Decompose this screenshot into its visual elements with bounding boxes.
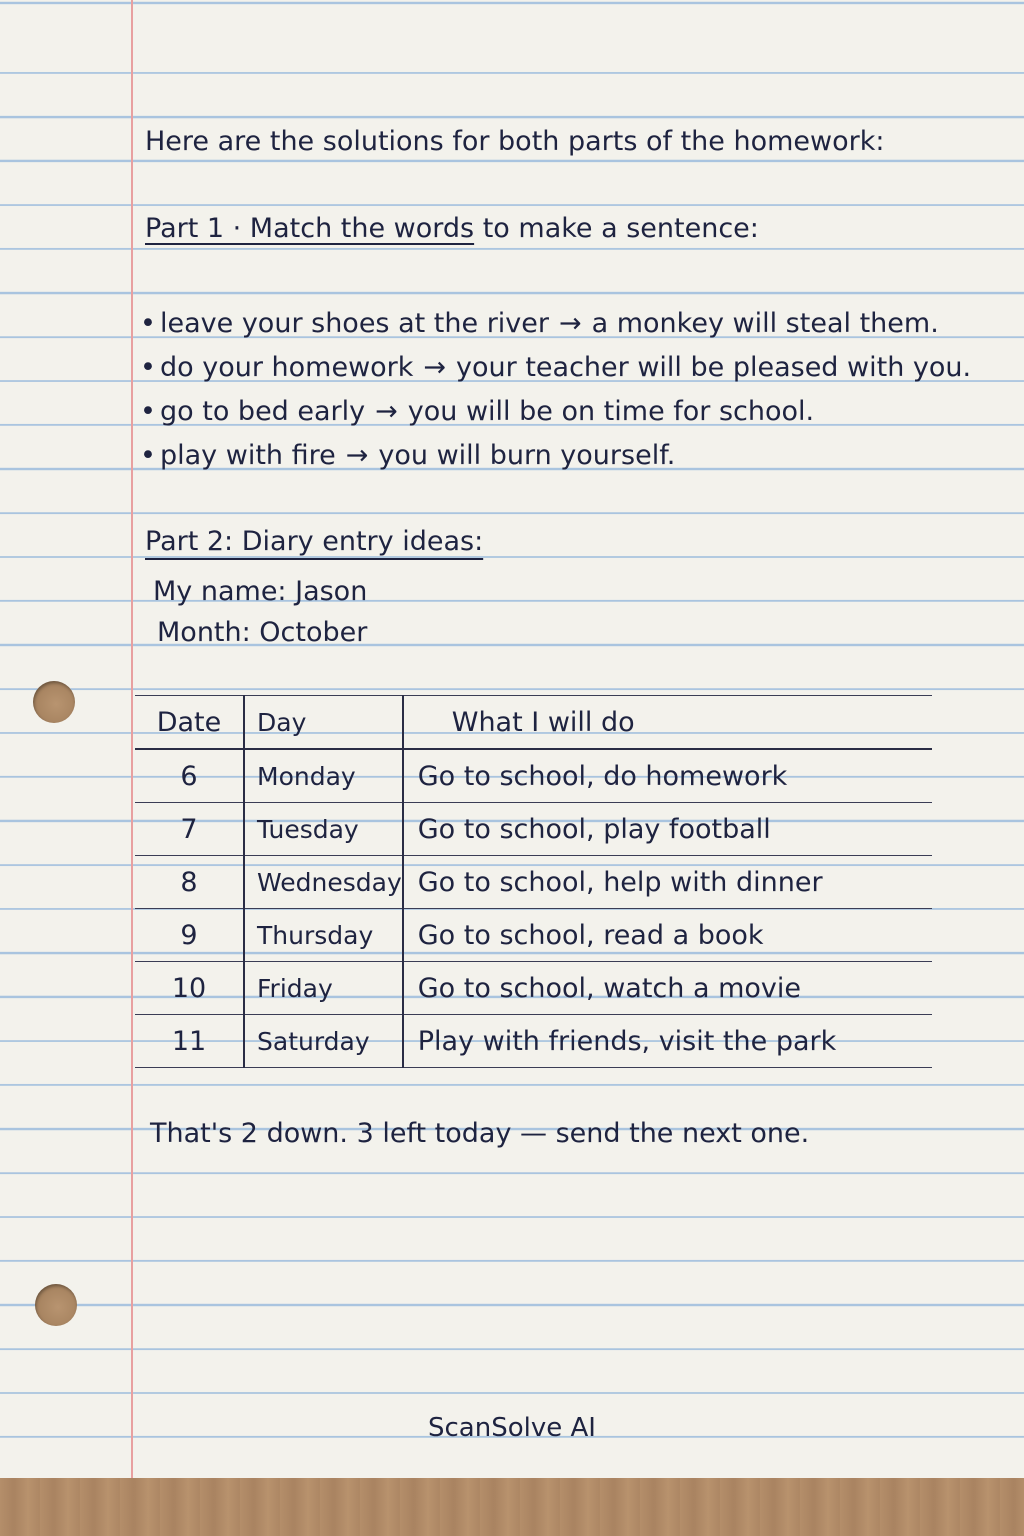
match-left: leave your shoes at the river <box>160 308 549 339</box>
arrow-icon: → <box>345 440 369 471</box>
cell-plan: Go to school, watch a movie <box>403 962 932 1015</box>
cell-date: 8 <box>135 856 244 909</box>
cell-plan: Go to school, play football <box>403 803 932 856</box>
match-left: go to bed early <box>160 396 366 427</box>
cell-day: Thursday <box>244 909 403 962</box>
cell-day: Tuesday <box>244 803 403 856</box>
intro-text: Here are the solutions for both parts of the homework: <box>145 126 885 157</box>
list-item <box>140 348 971 392</box>
table-row <box>135 856 932 909</box>
table-header-row <box>135 696 932 750</box>
cell-plan: Go to school, help with dinner <box>403 856 932 909</box>
bullet-icon: • <box>140 396 156 427</box>
bullet-icon: • <box>140 352 156 383</box>
part1-heading-label: Part 1 · Match the words <box>145 213 475 244</box>
watermark-text: ScanSolve AI <box>428 1413 596 1443</box>
cell-date: 11 <box>135 1015 244 1068</box>
match-list <box>140 304 971 480</box>
match-right: you will burn yourself. <box>378 440 676 471</box>
match-right: you will be on time for school. <box>407 396 815 427</box>
cell-date: 7 <box>135 803 244 856</box>
table-row <box>135 962 932 1015</box>
column-header-date: Date <box>135 696 244 750</box>
column-header-plan: What I will do <box>403 696 932 750</box>
cell-plan: Go to school, read a book <box>403 909 932 962</box>
cell-plan: Go to school, do homework <box>403 749 932 803</box>
bullet-icon: • <box>140 440 156 471</box>
arrow-icon: → <box>558 308 582 339</box>
part1-heading-rest: to make a sentence: <box>482 213 759 244</box>
diary-table <box>135 695 932 1068</box>
match-left: play with fire <box>160 440 336 471</box>
name-line: My name: Jason <box>153 576 368 607</box>
cell-date: 9 <box>135 909 244 962</box>
table-row <box>135 909 932 962</box>
bullet-icon: • <box>140 308 156 339</box>
part1-heading <box>145 213 759 244</box>
table-row <box>135 803 932 856</box>
cell-day: Monday <box>244 749 403 803</box>
month-line: Month: October <box>157 617 368 648</box>
match-right: a monkey will steal them. <box>591 308 939 339</box>
desk-surface <box>0 1478 1024 1536</box>
cell-day: Friday <box>244 962 403 1015</box>
closing-note: That's 2 down. 3 left today — send the next one. <box>150 1118 810 1149</box>
list-item <box>140 392 971 436</box>
cell-day: Wednesday <box>244 856 403 909</box>
cell-date: 6 <box>135 749 244 803</box>
list-item <box>140 304 971 348</box>
column-header-day: Day <box>244 696 403 750</box>
table-row <box>135 1015 932 1068</box>
part2-heading: Part 2: Diary entry ideas: <box>145 526 484 557</box>
punch-hole <box>33 681 75 723</box>
match-left: do your homework <box>160 352 414 383</box>
arrow-icon: → <box>423 352 447 383</box>
arrow-icon: → <box>375 396 398 427</box>
cell-plan: Play with friends, visit the park <box>403 1015 932 1068</box>
match-right: your teacher will be pleased with you. <box>456 352 972 383</box>
margin-line <box>131 0 133 1478</box>
cell-date: 10 <box>135 962 244 1015</box>
table-row <box>135 749 932 803</box>
list-item <box>140 436 971 480</box>
cell-day: Saturday <box>244 1015 403 1068</box>
punch-hole <box>35 1284 77 1326</box>
